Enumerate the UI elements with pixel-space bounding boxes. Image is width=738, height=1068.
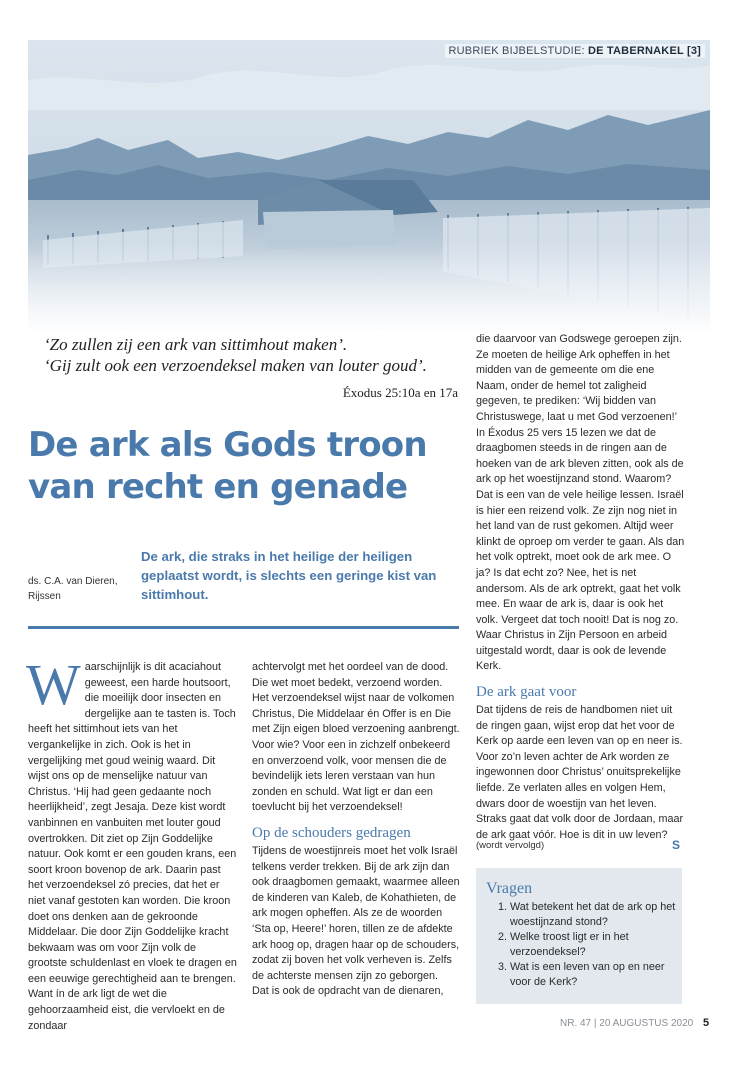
body-paragraph: achtervolgt met het oordeel van de dood. Die wet moet bedekt, verzoend worden. Het verzoendeksel wijst naar de volkomen Christus, Die Middelaar én Offer is en Die met Zijn eigen bloed verzoening aanbrengt. Voor wie? Voor een in zichzelf onbekeerd en onverzoend volk, voor mensen die de bevindelijk iets leren verstaan van hun zonden en schuld. Wat ligt er dan een toevlucht bij het verzoendeksel! [252, 661, 460, 814]
author-location: Rijssen [28, 591, 61, 602]
divider-rule [28, 626, 459, 629]
quote-line-1: ‘Zo zullen zij een ark van sittimhout maken’. [44, 335, 348, 354]
rubric-label [445, 44, 706, 58]
body-paragraph: Tijdens de woestijnreis moet het volk Israël telkens verder trekken. Bij de ark zijn dan ook draagbomen gemaakt, waarmee alleen de kinderen van Kaleb, de Kohathieten, de ark mogen opheffen. Als ze de woorden ‘Sta op, Heere!’ horen, tillen ze de afdekte ark hoog op, dragen haar op de schouders, zodat zij boven het volk verheven is. Zelfs de achterste mensen zijn zo geborgen. [252, 844, 460, 982]
tabernacle-photo [28, 40, 710, 330]
body-paragraph: Dat tijdens de reis de handbomen niet uit de ringen gaan, wijst erop dat het voor de Kerk op aarde een leven van op en neer is. Voor zo’n leven achter de Ark worden ze ingewonnen door Christus’ onuitsprekelijke liefde. Ze verlaten alles en volgen Hem, dwars door de woestijn van het leven. Straks gaat dat volk door de Jordaan, maar de ark gaat vóór. Hoe is dit in uw leven? [476, 704, 684, 841]
subheading-shoulders: Op de schouders gedragen [252, 824, 411, 841]
article-intro: De ark, die straks in het heilige der heiligen geplaatst wordt, is slechts een geringe kist van sittimhout. [141, 549, 437, 602]
questions-list [486, 900, 676, 990]
body-paragraph: Dat is ook de opdracht van de dienaren, [252, 985, 444, 998]
rubric-title: DE TABERNAKEL [3] [588, 45, 701, 57]
to-be-continued: (wordt vervolgd) [476, 840, 545, 851]
drop-cap: W [26, 652, 81, 717]
body-paragraph [26, 652, 238, 987]
questions-title: Vragen [486, 880, 533, 897]
issue-info: NR. 47 | 20 AUGUSTUS 2020 [560, 1018, 694, 1029]
question-item: 3. Wat is een leven van op en neer voor de Kerk? [510, 960, 676, 990]
body-column-1 [26, 652, 238, 1034]
author-name: ds. C.A. van Dieren, [28, 576, 118, 587]
article-title: De ark als Gods troon van recht en genade [28, 425, 427, 507]
questions-box [476, 868, 682, 1004]
body-paragraph: die daarvoor van Godswege geroepen zijn. Ze moeten de heilige Ark opheffen in het midden van de gemeente om die ene Naam, onder de hemel tot zaligheid gegeven, te prediken: ‘Wij bidden van Christuswege, laat u met God verzoenen!’ [476, 333, 682, 423]
question-item: 2. Welke troost ligt er in het verzoendeksel? [510, 930, 676, 960]
author [28, 574, 128, 604]
question-item: 1. Wat betekent het dat de ark op het woestijnzand stond? [510, 900, 676, 930]
body-paragraph: Want ín de ark ligt de wet die gehoorzaamheid eist, die vervloekt en de zondaar [28, 988, 225, 1032]
page-number: 5 [703, 1017, 710, 1029]
body-column-2 [252, 660, 460, 1000]
end-mark-icon: S [672, 838, 681, 852]
rubric-prefix: RUBRIEK BIJBELSTUDIE: [448, 45, 588, 57]
quote-line-2: ‘Gij zult ook een verzoendeksel maken van louter goud’. [44, 356, 427, 375]
quote-reference: Éxodus 25:10a en 17a [342, 385, 458, 400]
scripture-quote [44, 334, 458, 376]
body-paragraph: In Éxodus 25 vers 15 lezen we dat de draagbomen steeds in de ringen aan de hoeken van de ark bleven zitten, ook als de ark op het woestijnzand stond. Waarom? Dat is een van de vele heilige lessen. Israël is hier een reizend volk. Ze zijn nog niet in het land van de rust gekomen. Altijd weer klinkt de oproep om verder te gaan. Als dan het volk optrekt, moet ook de ark mee. O ja? Is dat echt zo? Nee, het is net andersom. Als de ark optrekt, gaat het volk mee. En waar de ark is, daar is ook het volk. Vergeet dat toch nooit! Dat is nog zo. Waar Christus in Zijn Persoon en arbeid uitgestald wordt, daar is ook de levende Kerk. [476, 426, 685, 673]
body-column-3 [476, 332, 686, 843]
paragraph-text: aarschijnlijk is dit acaciahout geweest, een harde houtsoort, die moeilijk door insecten en dergelijke aan te tasten is. Toch heeft het sittimhout iets van het vergankelijke in zich. Ook is het in vergelijking met goud weinig waard. Dit wijst ons op de menselijke natuur van Christus. ‘Hij had geen gedaante noch heerlijkheid’, zegt Jesaja. Deze kist wordt vanbinnen en vanbuiten met louter goud overtrokken. Dit ziet op Zijn Goddelijke natuur. Ook komt er een gouden krans, een soort kroon bovenop de ark. Daarin past het verzoendeksel zó precies, dat het er niet vanaf gestoten kan worden. Die kroon doet ons denken aan de gekroonde Middelaar. Die door Zijn Goddelijke kracht bekwaam was om voor Zijn volk de grootste schuldenlast en vloek te dragen en een eeuwige gerechtigheid aan te brengen. [28, 661, 237, 985]
subheading-ark-leads: De ark gaat voor [476, 684, 577, 701]
